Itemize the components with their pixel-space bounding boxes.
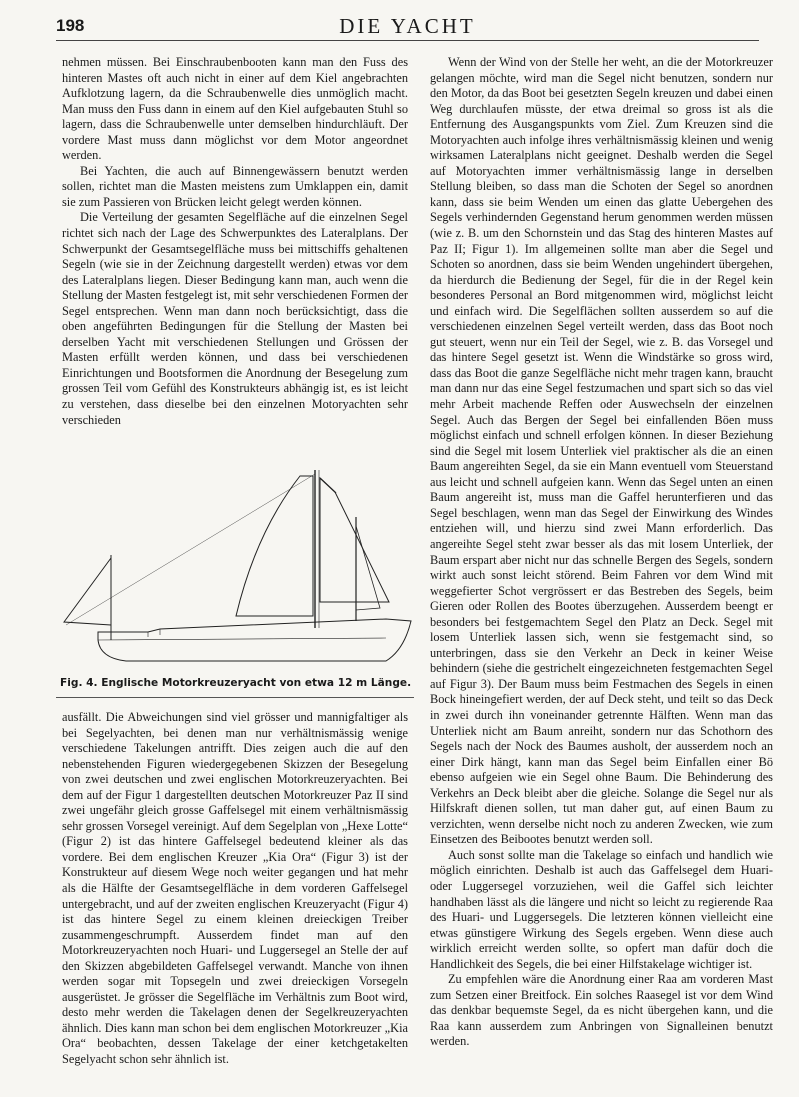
running-title: DIE YACHT [339, 14, 476, 38]
main-jib-sail [236, 476, 313, 616]
paragraph: nehmen müssen. Bei Einschraubenbooten kann man den Fuss des hinteren Mastes oft auch nicht in einer auf dem Kiel angebrachten Aufklotzung lagern, da die Schraubenwelle dies unmöglich macht. Man muss den Fuss dann in einem auf den Kiel aufgebauten Stuhl so lagern, dass die Schraubenwelle unter demselben hindurchläuft. Der vordere Mast muss dann möglichst vor dem Motor angeordnet werden. [62, 55, 408, 163]
jib-sail [64, 558, 111, 625]
yacht-sail-plan-drawing [56, 462, 414, 672]
figure-divider [56, 697, 414, 698]
gaff-spar [320, 478, 336, 493]
yacht-sail-plan-figure [56, 462, 414, 672]
right-column [430, 55, 773, 1050]
paragraph: Die Verteilung der gesamten Segelfläche auf die einzelnen Segel richtet sich nach der Lage des Schwerpunktes des Lateralplans. Der Schwerpunkt der Gesamtsegelfläche muss bei mittschiffs gehaltenen Segeln (wie sie in der Zeichnung dargestellt werden) etwas vor dem des Lateralplans liegen. Dieser Bedingung kann man, auch wenn die Stellung der Masten festgelegt ist, mit sehr verschiedenen Formen der Segel entsprechen. Wenn man dann noch berücksichtigt, dass die oben angeführten Bedingungen für die Stellung der Masten bei derselben Yacht mit verschiedenen Stellungen und Grössen der Masten erfüllt werden können, und dass bei verschiedenen Einrichtungen und Bootsformen die Anordnung der Besegelung zum grossen Teil vom Gefühl des Konstrukteurs abhängig ist, es ist leicht zu verstehen, dass dieselbe bei den einzelnen Motoryachten sehr verschieden [62, 210, 408, 427]
paragraph: Zu empfehlen wäre die Anordnung einer Raa am vorderen Mast zum Setzen einer Breitfock. Ein solches Raasegel ist vor dem Wind das denkbar bequemste Segel, da es nicht übergehen kann, und die Raa kann ausserdem zum Anbringen von Signalleinen benutzt werden. [430, 972, 773, 1049]
paragraph: Auch sonst sollte man die Takelage so einfach und handlich wie möglich einrichten. Deshalb ist auch das Gaffelsegel dem Huari- oder Luggersegel vorzuziehen, weil die Gaffel sich leichter handhaben lässt als die längere und nicht so leicht zu regierende Raa des Huari- und Luggersegels. Die letzteren können vielleicht eine etwas günstigere Wirkung des Segels ergeben. Wenn diese auch wirklich erreicht werden sollte, so opfert man dafür doch die Handlichkeit des Segels, die bei einer Hilfstakelage wichtiger ist. [430, 847, 773, 971]
header-divider [56, 40, 759, 41]
left-column-top [62, 55, 408, 428]
mizzen-sail [356, 526, 380, 610]
forestay [66, 474, 315, 625]
page-header [56, 10, 759, 40]
gaff-mainsail [320, 478, 389, 602]
paragraph: Wenn der Wind von der Stelle her weht, an die der Motorkreuzer gelangen möchte, wird man die Segel nicht benutzen, sondern nur den Motor, da das Boot bei gesetzten Segeln kreuzen und dabei einen Weg durchlaufen müsste, der etwa dreimal so gross ist als die Entfernung des Ausgangspunkts vom Ziel. Zum Kreuzen sind die Motoryachten auch infolge ihres verhältnismässig kleinen und wenig wirksamen Lateralplans nicht geeignet. Deshalb werden die Segel auf Motoryachten immer verhältnismässig lange in derselben Stellung bleiben, so dass man die Schoten der Segel so anordnen kann, dass sie beim Wenden um einen das glatte Uebergehen des Segels verhindernden Gegenstand herum genommen werden müssen (wie z. B. um den Schornstein und das Stag des hinteren Mastes auf Paz II; Figur 1). Im allgemeinen sollte man aber die Segel und Schoten so anordnen, dass sie beim Wenden ungehindert übergehen, da hierdurch die Bedienung der Segel, für die in der Regel kein besonderes Personal an Bord mitgenommen wird, möglichst leicht und einfach wird. Die Segelflächen sollten ausserdem so auf die verschiedenen einzelnen Segel verteilt werden, dass das Boot noch gut steuert, wenn nur ein Teil der Segel, wie z. B. das Vorsegel und das hintere Segel gesetzt ist. Wenn die Windstärke so gross wird, dass das Boot die ganze Segelfläche nicht mehr tragen kann, braucht man dann nur das eine Segel festzumachen und spart sich so das viel mehr Arbeit machende Reffen oder Auswechseln der einzelnen Segel. Auch das Bergen der Segel bei einfallenden Böen muss möglichst einfach und schnell erfolgen können. In dieser Beziehung sind die Segel mit losem Unterliek viel praktischer als die an einen Baum angereihten Segel, da sie ein Mann eventuell vom Steuerstand aus leicht und schnell aufgeien kann. Wenn das Segel unten an einen Baum angereiht ist, muss man die Gaffel herunterfieren und das Segel beschlagen, wenn man das Segel der Einwirkung des Windes entziehen will, und hierzu sind zwei Mann erforderlich. Das angereihte Segel steht zwar besser als das mit losem Unterliek, der Baum erspart aber nicht nur das schnelle Bergen des Segels, sondern wirkt auch sonst leicht störend. Beim Fahren vor dem Wind mit weggefierter Schot vergrössert er das Bestreben des Segels, beim Gieren oder Rollen des Bootes überzugehen. Ausserdem beengt er besonders bei festgemachtem Segel den Platz an Deck. Segel mit losem Unterliek lassen sich, wenn sie festgemacht sind, so unterbringen, dass sie den Verkehr an Deck in keiner Weise behindern (siehe die gestrichelt eingezeichneten festgemachten Segel auf Figur 3). Der Baum muss beim Festmachen des Segels in einen Bock hineingefiert werden, der auf Deck steht, und teilt so das Deck in zwei durch ihn voneinander getrennte Hälften. Wenn man das Unterliek nicht am Baum anreiht, sondern nur das Schothorn des Segels nach der Nock des Baumes ausholt, der ausserdem noch an einer Dirk hängt, kann man das Segel beim Einfallen einer Bö ebenso aufgeien wie ein Segel ohne Baum. Die Behinderung des Verkehrs an Deck bleibt aber die gleiche. Solange die Segel nur als Hilfskraft dienen sollen, tut man daher gut, auf einen Baum zu verzichten, wenn derselbe nicht noch zu anderen Zwecken, wie zum Einsetzen des Beibootes benutzt werden soll. [430, 55, 773, 847]
page-number: 198 [56, 16, 85, 35]
figure-caption: Fig. 4. Englische Motorkreuzeryacht von etwa 12 m Länge. [60, 677, 412, 689]
paragraph: Bei Yachten, die auch auf Binnengewässern benutzt werden sollen, richtet man die Masten meistens zum Umklappen ein, damit sie zum Passieren von Brücken leicht gelegt werden können. [62, 163, 408, 209]
hull-outline [98, 619, 411, 661]
paragraph: ausfällt. Die Abweichungen sind viel grösser und mannigfaltiger als bei Segelyachten, bei denen man nur verhältnismässig wenige verschiedene Takelungen antrifft. Dies zeigen auch die auf den nebenstehenden Figuren wiedergegebenen Skizzen der Besegelung von zwei deutschen und zwei englischen Motorkreuzeryachten. Bei dem auf der Figur 1 dargestellten deutschen Motorkreuzer Paz II sind zwei ungefähr gleich grosse Gaffelsegel mit einem verhältnismässig sehr grossen Vorsegel vereinigt. Auf dem Segelplan von „Hexe Lotte“ (Figur 2) ist das hintere Gaffelsegel bedeutend kleiner als das vordere. Bei dem englischen Kreuzer „Kia Ora“ (Figur 3) ist der Konstrukteur auf diesem Wege noch weiter gegangen und hat mehr als die Hälfte der Gesamtsegelfläche in dem vorderen Gaffelsegel untergebracht, und auf der zweiten englischen Kreuzeryacht (Figur 4) ist das hintere Segel zu einem kleinen dreieckigen Treiber zusammengeschrumpft. Ausserdem findet man auf den Motorkreuzeryachten noch Huari- und Luggersegel an Stelle der auf den Skizzen abgebildeten Gaffelsegel verwandt. Manche von ihnen werden sogar mit Topsegeln und zwei dreieckigen Vorsegeln ausgerüstet. Je grösser die Segelfläche im Verhältnis zum Boot wird, desto mehr werden die Takelagen denen der Segelkreuzeryachten ähnlich. Dies kann man schon bei dem englischen Motorkreuzer „Kia Ora“ beobachten, dessen Takelage der einer ketchgetakelten Segelyacht schon sehr ähnlich ist. [62, 710, 408, 1067]
sheer-line [98, 638, 386, 640]
left-column-bottom [62, 710, 408, 1068]
